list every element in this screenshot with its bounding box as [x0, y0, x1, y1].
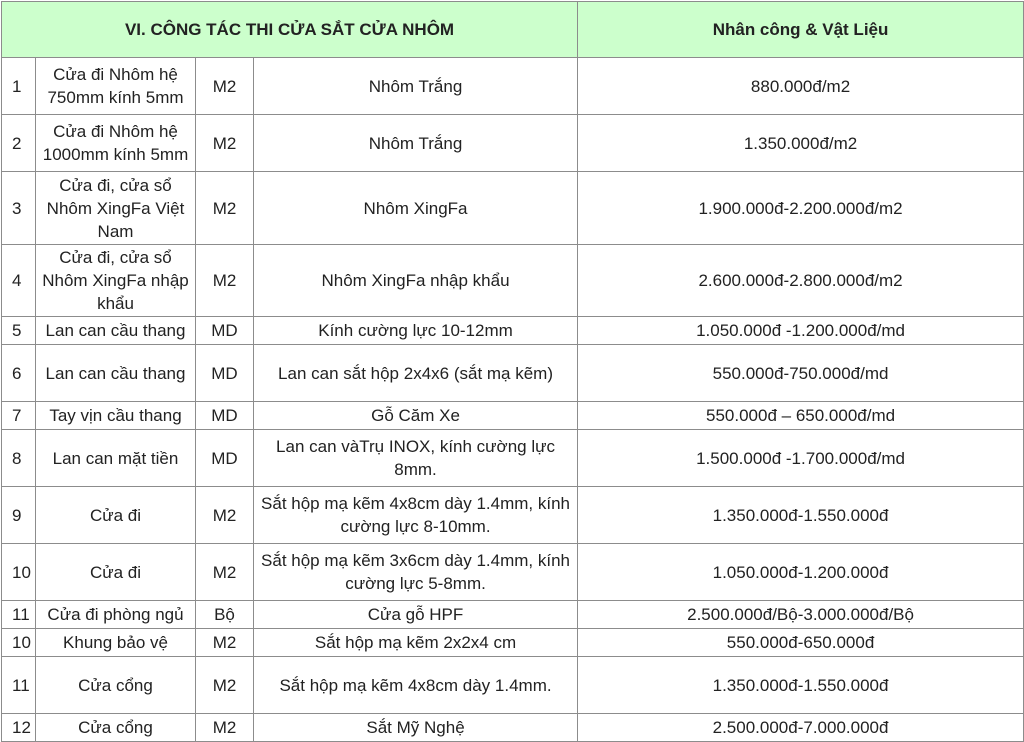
item-name: Cửa đi, cửa sổ Nhôm XingFa Việt Nam — [36, 172, 196, 245]
item-name: Lan can cầu thang — [36, 317, 196, 345]
item-name: Lan can cầu thang — [36, 345, 196, 402]
price: 880.000đ/m2 — [578, 58, 1024, 115]
price: 2.500.000đ-7.000.000đ — [578, 714, 1024, 742]
item-name: Cửa đi Nhôm hệ 1000mm kính 5mm — [36, 115, 196, 172]
material: Sắt hộp mạ kẽm 3x6cm dày 1.4mm, kính cường lực 5-8mm. — [254, 544, 578, 601]
section-title: VI. CÔNG TÁC THI CỬA SẮT CỬA NHÔM — [2, 2, 578, 58]
item-name: Tay vịn cầu thang — [36, 402, 196, 430]
material: Sắt Mỹ Nghệ — [254, 714, 578, 742]
item-name: Cửa đi Nhôm hệ 750mm kính 5mm — [36, 58, 196, 115]
row-number: 8 — [2, 430, 36, 487]
item-name: Cửa đi — [36, 544, 196, 601]
item-name: Cửa cổng — [36, 657, 196, 714]
unit: MD — [196, 345, 254, 402]
unit: MD — [196, 430, 254, 487]
row-number: 7 — [2, 402, 36, 430]
row-number: 6 — [2, 345, 36, 402]
unit: MD — [196, 402, 254, 430]
row-number: 9 — [2, 487, 36, 544]
price: 2.600.000đ-2.800.000đ/m2 — [578, 245, 1024, 317]
price: 1.350.000đ-1.550.000đ — [578, 657, 1024, 714]
table-row — [2, 430, 1024, 487]
price: 1.900.000đ-2.200.000đ/m2 — [578, 172, 1024, 245]
unit: M2 — [196, 714, 254, 742]
table-row — [2, 245, 1024, 317]
price: 1.050.000đ-1.200.000đ — [578, 544, 1024, 601]
table-header-row — [2, 2, 1024, 58]
table-row — [2, 601, 1024, 629]
table-row — [2, 115, 1024, 172]
item-name: Lan can mặt tiền — [36, 430, 196, 487]
unit: M2 — [196, 172, 254, 245]
material: Lan can vàTrụ INOX, kính cường lực 8mm. — [254, 430, 578, 487]
unit: M2 — [196, 629, 254, 657]
material: Kính cường lực 10-12mm — [254, 317, 578, 345]
item-name: Cửa cổng — [36, 714, 196, 742]
price: 1.500.000đ -1.700.000đ/md — [578, 430, 1024, 487]
price: 1.350.000đ/m2 — [578, 115, 1024, 172]
unit: M2 — [196, 245, 254, 317]
table-row — [2, 629, 1024, 657]
price: 550.000đ-750.000đ/md — [578, 345, 1024, 402]
row-number: 11 — [2, 657, 36, 714]
table-row — [2, 544, 1024, 601]
table-row — [2, 657, 1024, 714]
table-row — [2, 345, 1024, 402]
row-number: 5 — [2, 317, 36, 345]
unit: M2 — [196, 544, 254, 601]
price-table — [1, 1, 1024, 742]
row-number: 12 — [2, 714, 36, 742]
item-name: Cửa đi — [36, 487, 196, 544]
table-row — [2, 487, 1024, 544]
unit: MD — [196, 317, 254, 345]
material: Sắt hộp mạ kẽm 4x8cm dày 1.4mm, kính cường lực 8-10mm. — [254, 487, 578, 544]
material: Nhôm XingFa — [254, 172, 578, 245]
price: 550.000đ-650.000đ — [578, 629, 1024, 657]
material: Lan can sắt hộp 2x4x6 (sắt mạ kẽm) — [254, 345, 578, 402]
unit: Bộ — [196, 601, 254, 629]
row-number: 1 — [2, 58, 36, 115]
unit: M2 — [196, 657, 254, 714]
price-column-header: Nhân công & Vật Liệu — [578, 2, 1024, 58]
table-row — [2, 714, 1024, 742]
table-row — [2, 317, 1024, 345]
price: 1.350.000đ-1.550.000đ — [578, 487, 1024, 544]
price: 550.000đ – 650.000đ/md — [578, 402, 1024, 430]
row-number: 3 — [2, 172, 36, 245]
material: Cửa gỗ HPF — [254, 601, 578, 629]
material: Sắt hộp mạ kẽm 2x2x4 cm — [254, 629, 578, 657]
item-name: Khung bảo vệ — [36, 629, 196, 657]
row-number: 10 — [2, 629, 36, 657]
material: Sắt hộp mạ kẽm 4x8cm dày 1.4mm. — [254, 657, 578, 714]
row-number: 10 — [2, 544, 36, 601]
row-number: 11 — [2, 601, 36, 629]
row-number: 4 — [2, 245, 36, 317]
material: Nhôm Trắng — [254, 58, 578, 115]
item-name: Cửa đi phòng ngủ — [36, 601, 196, 629]
row-number: 2 — [2, 115, 36, 172]
unit: M2 — [196, 58, 254, 115]
table-row — [2, 402, 1024, 430]
unit: M2 — [196, 115, 254, 172]
material: Gỗ Căm Xe — [254, 402, 578, 430]
price: 1.050.000đ -1.200.000đ/md — [578, 317, 1024, 345]
material: Nhôm Trắng — [254, 115, 578, 172]
price: 2.500.000đ/Bộ-3.000.000đ/Bộ — [578, 601, 1024, 629]
table-row — [2, 58, 1024, 115]
unit: M2 — [196, 487, 254, 544]
material: Nhôm XingFa nhập khẩu — [254, 245, 578, 317]
table-row — [2, 172, 1024, 245]
item-name: Cửa đi, cửa sổ Nhôm XingFa nhập khẩu — [36, 245, 196, 317]
